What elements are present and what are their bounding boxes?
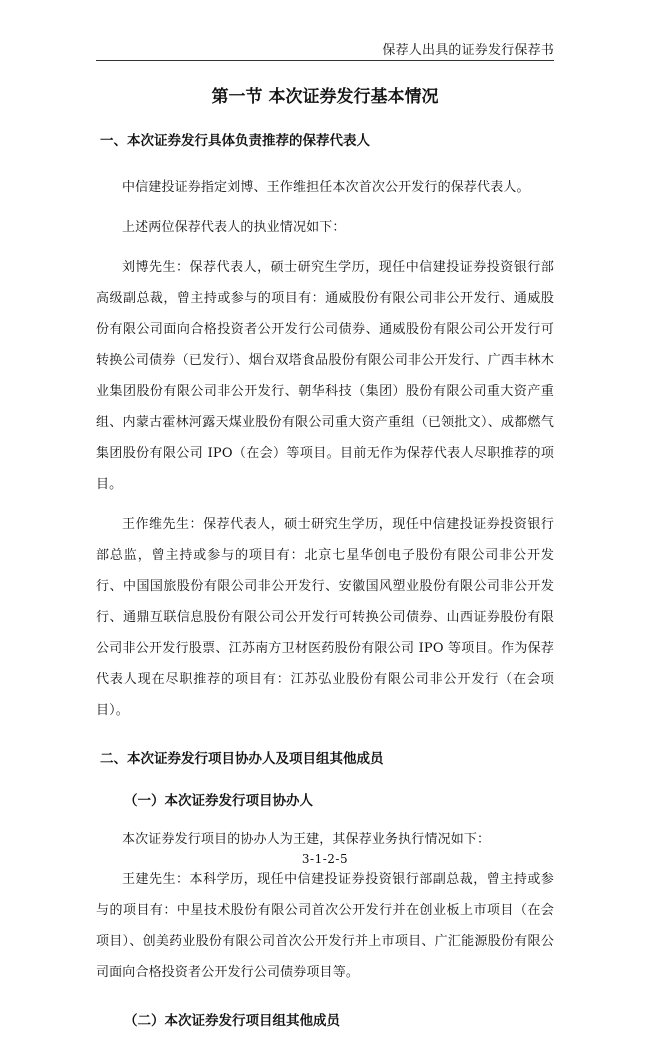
paragraph-co-sponsor-intro: 本次证券发行项目的协办人为王建，其保荐业务执行情况如下： — [122, 832, 491, 847]
header-divider — [96, 60, 554, 61]
paragraph-wang-jian: 王建先生：本科学历，现任中信建投证券投资银行部副总裁，曾主持或参与的项目有：中星技术股份有限公司首次公开发行并在创业板上市项目（在会项目）、创美药业股份有限公司首次公开发行并上市项目、广汇能源股份有限公司面向合格投资者公开发行公司债券项目等。 — [96, 872, 554, 980]
section-title: 第一节 本次证券发行基本情况 — [211, 87, 439, 107]
paragraph-designation: 中信建投证券指定刘博、王作维担任本次首次公开发行的保荐代表人。 — [122, 180, 530, 195]
heading-sponsor-representatives: 一、本次证券发行具体负责推荐的保荐代表人 — [100, 133, 370, 149]
heading-project-team: 二、本次证券发行项目协办人及项目组其他成员 — [100, 751, 384, 767]
paragraph-liu-bo: 刘博先生：保荐代表人，硕士研究生学历，现任中信建投证券投资银行部高级副总裁，曾主持或参与的项目有：通威股份有限公司非公开发行、通威股份有限公司面向合格投资者公开发行公司债券、通威股份有限公司公开发行可转换公司债券（已发行）、烟台双塔食品股份有限公司非公开发行、广西丰林木业集团股份有限公司非公开发行、朝华科技（集团）股份有限公司重大资产重组、内蒙古霍林河露天煤业股份有限公司重大资产重组（已领批文）、成都燃气集团股份有限公司 IPO（在会）等项目。目前无作为保荐代表人尽职推荐的项目。 — [96, 260, 554, 492]
page-header-title: 保荐人出具的证券发行保荐书 — [382, 43, 554, 58]
page-number: 3-1-2-5 — [301, 852, 349, 866]
paragraph-wang-zuowei: 王作维先生：保荐代表人，硕士研究生学历，现任中信建投证券投资银行部总监，曾主持或参与的项目有：北京七星华创电子股份有限公司非公开发行、中国国旅股份有限公司非公开发行、安徽国风塑业股份有限公司非公开发行、通鼎互联信息股份有限公司公开发行可转换公司债券、山西证券股份有限公司非公开发行股票、江苏南方卫材医药股份有限公司 IPO 等项目。作为保荐代表人现在尽职推荐的项目有：江苏弘业股份有限公司非公开发行（在会项目）。 — [96, 517, 554, 718]
paragraph-intro: 上述两位保荐代表人的执业情况如下： — [122, 220, 346, 235]
document-body — [96, 84, 554, 1044]
heading-other-members: （二）本次证券发行项目组其他成员 — [124, 1013, 340, 1029]
heading-co-sponsor: （一）本次证券发行项目协办人 — [124, 793, 313, 809]
